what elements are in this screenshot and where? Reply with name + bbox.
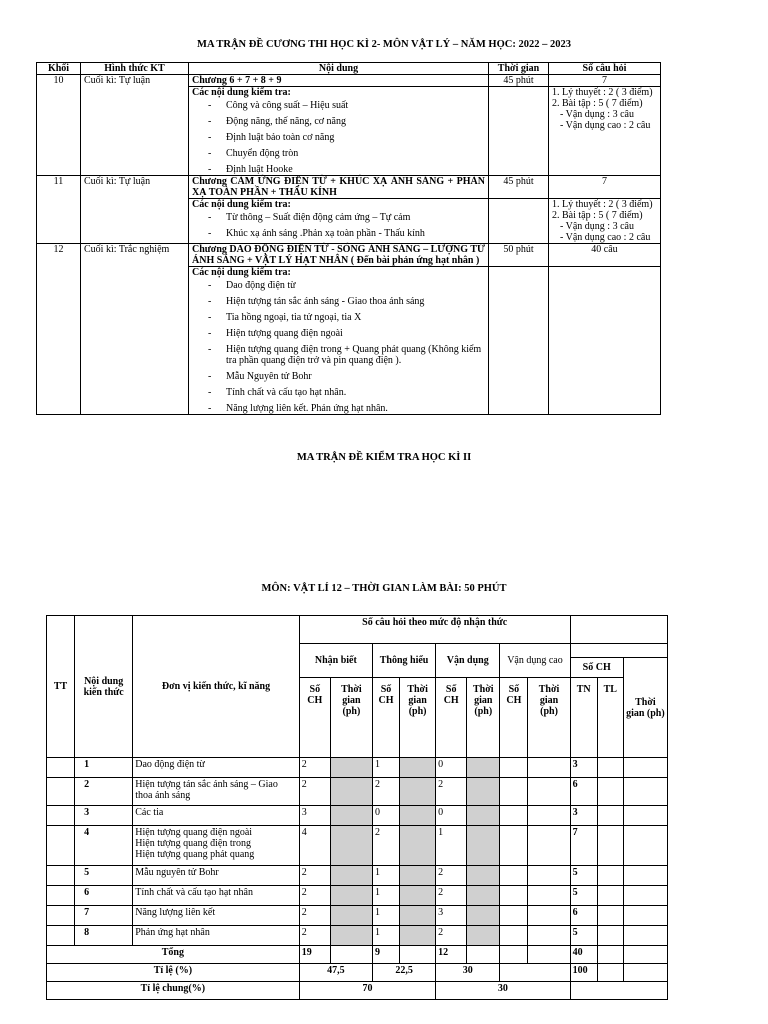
overall-percent-1: 70: [299, 982, 435, 1000]
exam-type-cell: Cuối kì: Tự luận: [81, 75, 189, 176]
row-nb: 3: [299, 806, 330, 826]
row-th: 1: [372, 886, 399, 906]
row-nb: 2: [299, 886, 330, 906]
list-item: - Động năng, thế năng, cơ năng: [192, 116, 485, 127]
row-th: 1: [372, 926, 399, 946]
content-list-heading: Các nội dung kiểm tra:: [192, 267, 291, 278]
list-item: - Chuyển động tròn: [192, 148, 485, 159]
content-list-heading: Các nội dung kiểm tra:: [192, 199, 291, 210]
chapter-cell: Chương 6 + 7 + 8 + 9: [189, 75, 489, 87]
table-row: [47, 826, 668, 866]
matrix-subtitle: MÔN: VẬT LÍ 12 – THỜI GIAN LÀM BÀI: 50 PHÚT: [261, 583, 507, 594]
row-unit: Hiện tượng tán sắc ánh sáng – Giao thoa ánh sáng: [133, 778, 300, 806]
header-nb-thoi-gian: Thời gian (ph): [330, 678, 372, 758]
question-count-cell: 7: [549, 176, 661, 199]
percent-label: Tỉ lệ (%): [47, 964, 300, 982]
row-unit: Hiện tượng quang điện ngoài Hiện tượng quang điện trong Hiện tượng quang phát quang: [133, 826, 300, 866]
list-item: - Năng lượng liên kết. Phản ứng hạt nhân.: [192, 403, 485, 414]
header-nhan-biet: Nhận biết: [299, 644, 372, 678]
grade-cell: 10: [37, 75, 81, 176]
total-tn: 40: [570, 946, 597, 964]
content-list: [192, 280, 485, 414]
total-row: [47, 946, 668, 964]
header-vd-so-ch: Số CH: [436, 678, 467, 758]
list-item: - Hiện tượng tán sắc ánh sáng - Giao thoa ánh sáng: [192, 296, 485, 307]
table-row: [47, 866, 668, 886]
apply-line: - Vận dụng : 3 câu: [560, 221, 634, 232]
percent-row: [47, 964, 668, 982]
row-vd: 0: [436, 758, 467, 778]
chapter-cell: Chương DAO ĐỘNG ĐIỆN TỪ - SÓNG ÁNH SÁNG – LƯỢNG TỬ ÁNH SÁNG + VẬT LÝ HẠT NHÂN ( Đến bài phản ứng hạt nhân ): [189, 244, 489, 267]
theory-line: 1. Lý thuyết : 2 ( 3 điểm): [552, 87, 653, 98]
exam-matrix-table: [46, 615, 668, 1000]
table1-header-row: [37, 63, 661, 75]
exam-type-cell: Cuối kì: Tự luận: [81, 176, 189, 244]
chapter-cell: Chương CẢM ỨNG ĐIỆN TỪ + KHÚC XẠ ÁNH SÁNG + PHẢN XẠ TOÀN PHẦN + THẤU KÍNH: [189, 176, 489, 199]
row-th: 2: [372, 826, 399, 866]
row-nb: 2: [299, 906, 330, 926]
row-nb: 2: [299, 926, 330, 946]
row-unit: Mẫu nguyên tử Bohr: [133, 866, 300, 886]
row-th: 1: [372, 758, 399, 778]
exercise-line: 2. Bài tập : 5 ( 7 điểm): [552, 98, 643, 109]
header-tl: TL: [597, 678, 623, 758]
list-item: - Mẫu Nguyên tử Bohr: [192, 371, 485, 382]
question-breakdown-cell: [549, 199, 661, 244]
row-tn: 7: [570, 826, 597, 866]
header-don-vi: Đơn vị kiến thức, kĩ năng: [133, 616, 300, 758]
table1-row-grade-10: [37, 75, 661, 87]
question-count-cell: 40 câu: [549, 244, 661, 267]
document-title: MA TRẬN ĐỀ CƯƠNG THI HỌC KÌ 2- MÔN VẬT LÝ – NĂM HỌC: 2022 – 2023: [197, 39, 571, 50]
empty-cell: [489, 199, 549, 244]
header-vd-thoi-gian: Thời gian (ph): [467, 678, 500, 758]
duration-cell: 45 phút: [489, 176, 549, 199]
table-row: [47, 778, 668, 806]
theory-line: 1. Lý thuyết : 2 ( 3 điểm): [552, 199, 653, 210]
header-nb-so-ch: Số CH: [299, 678, 330, 758]
duration-cell: 45 phút: [489, 75, 549, 87]
content-list-cell: [189, 199, 489, 244]
row-unit: Dao động điện từ: [133, 758, 300, 778]
content-list: [192, 212, 485, 239]
row-vd: 3: [436, 906, 467, 926]
row-nb: 2: [299, 778, 330, 806]
table1-row-grade-11: [37, 176, 661, 199]
header-thong-hieu: Thông hiểu: [372, 644, 435, 678]
header-so-cau-muc-do: Số câu hỏi theo mức độ nhận thức: [299, 616, 570, 644]
percent-tn: 100: [570, 964, 597, 982]
row-number: 5: [75, 866, 133, 886]
header-thoi-gian: Thời gian: [489, 63, 549, 75]
header-tn: TN: [570, 678, 597, 758]
percent-nb: 47,5: [299, 964, 372, 982]
overall-percent-row: [47, 982, 668, 1000]
content-list-cell: [189, 87, 489, 176]
table-row: [47, 806, 668, 826]
row-unit: Phản ứng hạt nhân: [133, 926, 300, 946]
header-empty-2: [570, 644, 667, 658]
row-vd: 1: [436, 826, 467, 866]
row-th: 0: [372, 806, 399, 826]
duration-cell: 50 phút: [489, 244, 549, 267]
table-row: [47, 906, 668, 926]
total-vd: 12: [436, 946, 467, 964]
row-number: 1: [75, 758, 133, 778]
grade-cell: 12: [37, 244, 81, 415]
row-th: 2: [372, 778, 399, 806]
matrix-title: MA TRẬN ĐỀ KIỂM TRA HỌC KÌ II: [296, 452, 472, 463]
row-nb: 4: [299, 826, 330, 866]
table-row: [47, 886, 668, 906]
empty-cell: [549, 267, 661, 415]
overall-percent-label: Tỉ lệ chung(%): [47, 982, 300, 1000]
list-item: - Từ thông – Suất điện động cảm ứng – Tự cảm: [192, 212, 485, 223]
row-tn: 5: [570, 886, 597, 906]
header-vdc-thoi-gian: Thời gian (ph): [528, 678, 570, 758]
percent-vd: 30: [436, 964, 500, 982]
table-row: [47, 926, 668, 946]
row-nb: 2: [299, 866, 330, 886]
row-number: 8: [75, 926, 133, 946]
advanced-apply-line: - Vận dụng cao : 2 câu: [560, 232, 651, 243]
row-tn: 3: [570, 758, 597, 778]
row-unit: Các tia: [133, 806, 300, 826]
header-so-cau: Số câu hỏi: [549, 63, 661, 75]
row-number: 4: [75, 826, 133, 866]
header-noi-dung: Nội dung kiến thức: [75, 616, 133, 758]
content-list-cell: [189, 267, 489, 415]
row-unit: Năng lượng liên kết: [133, 906, 300, 926]
header-thoi-gian: Thời gian (ph): [623, 658, 667, 758]
list-item: - Tính chất và cấu tạo hạt nhân.: [192, 387, 485, 398]
table-row: [47, 758, 668, 778]
row-unit: Tính chất và cấu tạo hạt nhân: [133, 886, 300, 906]
row-th: 1: [372, 866, 399, 886]
total-th: 9: [372, 946, 399, 964]
overall-percent-2: 30: [436, 982, 570, 1000]
list-item: - Định luật bảo toàn cơ năng: [192, 132, 485, 143]
row-number: 2: [75, 778, 133, 806]
list-item: - Định luật Hooke: [192, 164, 485, 175]
question-count-cell: 7: [549, 75, 661, 87]
total-nb: 19: [299, 946, 330, 964]
exercise-line: 2. Bài tập : 5 ( 7 điểm): [552, 210, 643, 221]
row-nb: 2: [299, 758, 330, 778]
row-number: 7: [75, 906, 133, 926]
header-noi-dung: Nội dung: [189, 63, 489, 75]
list-item: - Hiện tượng quang điện trong + Quang phát quang (Không kiểm tra phần quang điện trở và pin quang điện ).: [192, 344, 485, 366]
row-tn: 5: [570, 926, 597, 946]
row-vd: 2: [436, 926, 467, 946]
header-th-so-ch: Số CH: [372, 678, 399, 758]
header-vdc-so-ch: Số CH: [500, 678, 528, 758]
row-vd: 2: [436, 866, 467, 886]
header-khoi: Khối: [37, 63, 81, 75]
header-tt: TT: [47, 616, 75, 758]
table1-row-grade-12: [37, 244, 661, 267]
total-label: Tổng: [47, 946, 300, 964]
apply-line: - Vận dụng : 3 câu: [560, 109, 634, 120]
header-hinh-thuc: Hình thức KT: [81, 63, 189, 75]
list-item: - Công và công suất – Hiệu suất: [192, 100, 485, 111]
row-number: 3: [75, 806, 133, 826]
header-so-ch-group: Số CH: [570, 658, 623, 678]
grade-cell: 11: [37, 176, 81, 244]
header-empty: [570, 616, 667, 644]
advanced-apply-line: - Vận dụng cao : 2 câu: [560, 120, 651, 131]
matrix-header-row-1: [47, 616, 668, 644]
row-vd: 2: [436, 886, 467, 906]
row-th: 1: [372, 906, 399, 926]
list-item: - Hiện tượng quang điện ngoài: [192, 328, 485, 339]
row-vd: 0: [436, 806, 467, 826]
content-list: [192, 100, 485, 175]
empty-cell: [489, 267, 549, 415]
exam-type-cell: Cuối kì: Trắc nghiệm: [81, 244, 189, 415]
empty-cell: [489, 87, 549, 176]
header-van-dung: Vận dụng: [436, 644, 500, 678]
list-item: - Tia hồng ngoại, tia tử ngoại, tia X: [192, 312, 485, 323]
header-th-thoi-gian: Thời gian (ph): [400, 678, 436, 758]
header-van-dung-cao: Vận dụng cao: [500, 644, 570, 678]
list-item: - Khúc xạ ánh sáng .Phản xạ toàn phần - Thấu kính: [192, 228, 485, 239]
row-tn: 6: [570, 778, 597, 806]
row-tn: 6: [570, 906, 597, 926]
content-list-heading: Các nội dung kiểm tra:: [192, 87, 291, 98]
row-tn: 3: [570, 806, 597, 826]
list-item: - Dao động điện từ: [192, 280, 485, 291]
row-tn: 5: [570, 866, 597, 886]
percent-th: 22,5: [372, 964, 435, 982]
row-vd: 2: [436, 778, 467, 806]
exam-outline-table: [36, 62, 661, 415]
question-breakdown-cell: [549, 87, 661, 176]
row-number: 6: [75, 886, 133, 906]
